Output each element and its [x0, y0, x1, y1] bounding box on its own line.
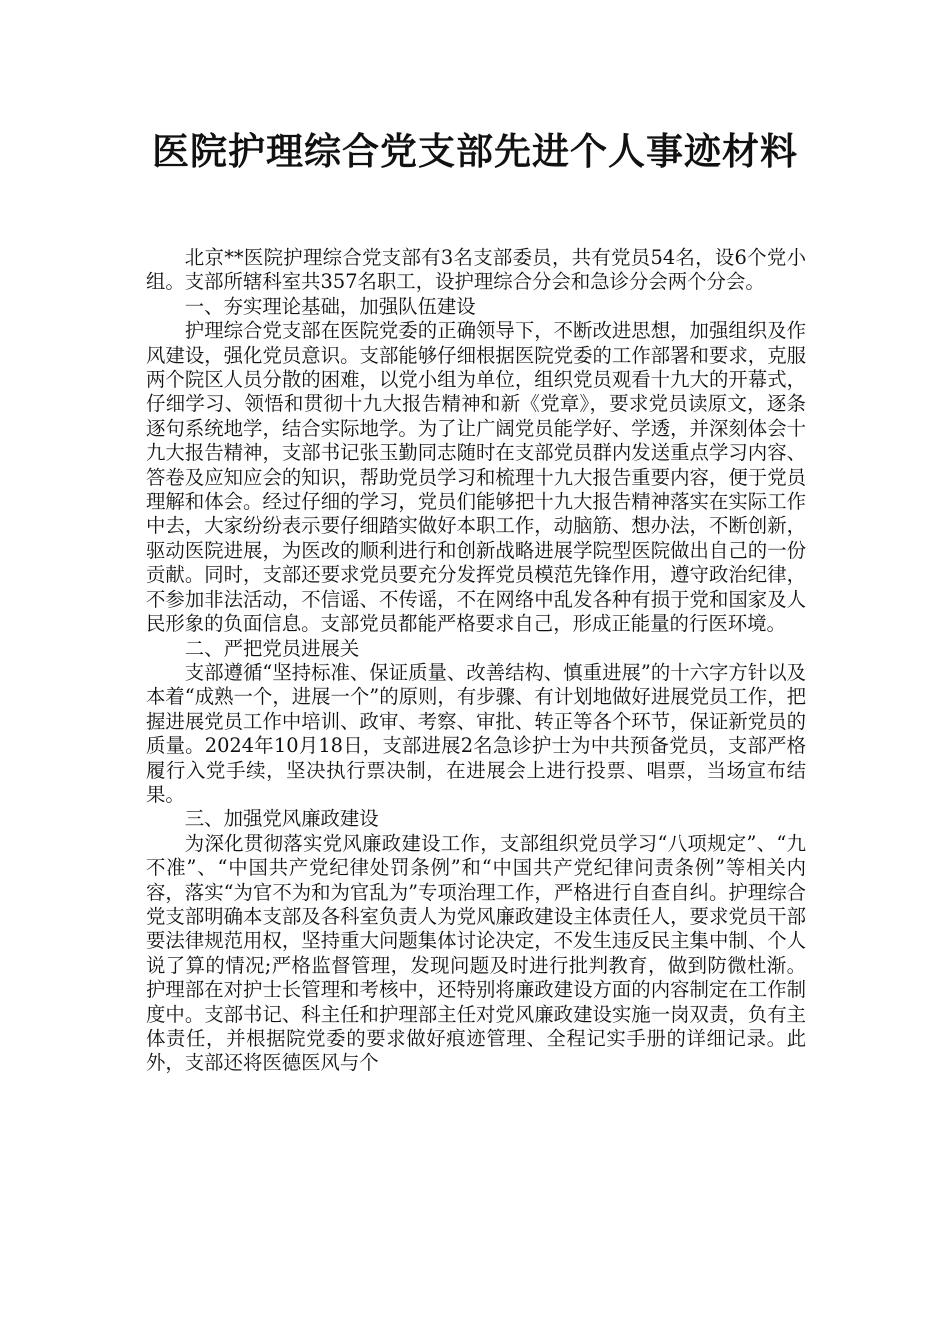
section-2-paragraph: 支部遵循“坚持标准、保证质量、改善结构、慎重进展”的十六字方针以及本着“成熟一个，进展一个”的原则，有步骤、有计划地做好进展党员工作，把握进展党员工作中培训、政审、考察、审批、转正等各个环节，保证新党员的质量。2024年10月18日，支部进展2名急诊护士为中共预备党员，支部严格履行入党手续，坚决执行票决制，在进展会上进行投票、唱票，当场宣布结果。 [146, 660, 806, 806]
section-heading-2: 二、严把党员进展关 [184, 636, 360, 660]
document-title: 医院护理综合党支部先进个人事迹材料 [152, 130, 798, 173]
document-body [146, 246, 806, 1076]
section-1-paragraph: 护理综合党支部在医院党委的正确领导下，不断改进思想，加强组织及作风建设，强化党员意识。支部能够仔细根据医院党委的工作部署和要求，克服两个院区人员分散的困难，以党小组为单位，组织党员观看十九大的开幕式，仔细学习、领悟和贯彻十九大报告精神和新《党章》，要求党员读原文，逐条逐句系统地学，结合实际地学。为了让广阔党员能学好、学透，并深刻体会十九大报告精神，支部书记张玉勤同志随时在支部党员群内发送重点学习内容、答卷及应知应会的知识，帮助党员学习和梳理十九大报告重要内容，便于党员理解和体会。经过仔细的学习，党员们能够把十九大报告精神落实在实际工作中去，大家纷纷表示要仔细踏实做好本职工作，动脑筋、想办法，不断创新，驱动医院进展，为医改的顺利进行和创新战略进展学院型医院做出自己的一份贡献。同时，支部还要求党员要充分发挥党员模范先锋作用，遵守政治纪律，不参加非法活动，不信谣、不传谣，不在网络中乱发各种有损于党和国家及人民形象的负面信息。支部党员都能严格要求自己，形成正能量的行医环境。 [146, 319, 806, 636]
intro-paragraph: 北京**医院护理综合党支部有3名支部委员，共有党员54名，设6个党小组。支部所辖科室共357名职工，设护理综合分会和急诊分会两个分会。 [146, 246, 806, 294]
section-heading-1: 一、夯实理论基础，加强队伍建设 [184, 294, 476, 318]
section-3-paragraph: 为深化贯彻落实党风廉政建设工作，支部组织党员学习“八项规定”、“九不准”、“中国共产党纪律处罚条例”和“中国共产党纪律问责条例”等相关内容，落实“为官不为和为官乱为”专项治理工作，严格进行自查自纠。护理综合党支部明确本支部及各科室负责人为党风廉政建设主体责任人，要求党员干部要法律规范用权，坚持重大问题集体讨论决定，不发生违反民主集中制、个人说了算的情况;严格监督管理，发现问题及时进行批判教育，做到防微杜渐。护理部在对护士长管理和考核中，还特别将廉政建设方面的内容制定在工作制度中。支部书记、科主任和护理部主任对党风廉政建设实施一岗双责，负有主体责任，并根据院党委的要求做好痕迹管理、全程记实手册的详细记录。此外，支部还将医德医风与个 [146, 831, 806, 1075]
section-heading-3: 三、加强党风廉政建设 [184, 807, 379, 831]
